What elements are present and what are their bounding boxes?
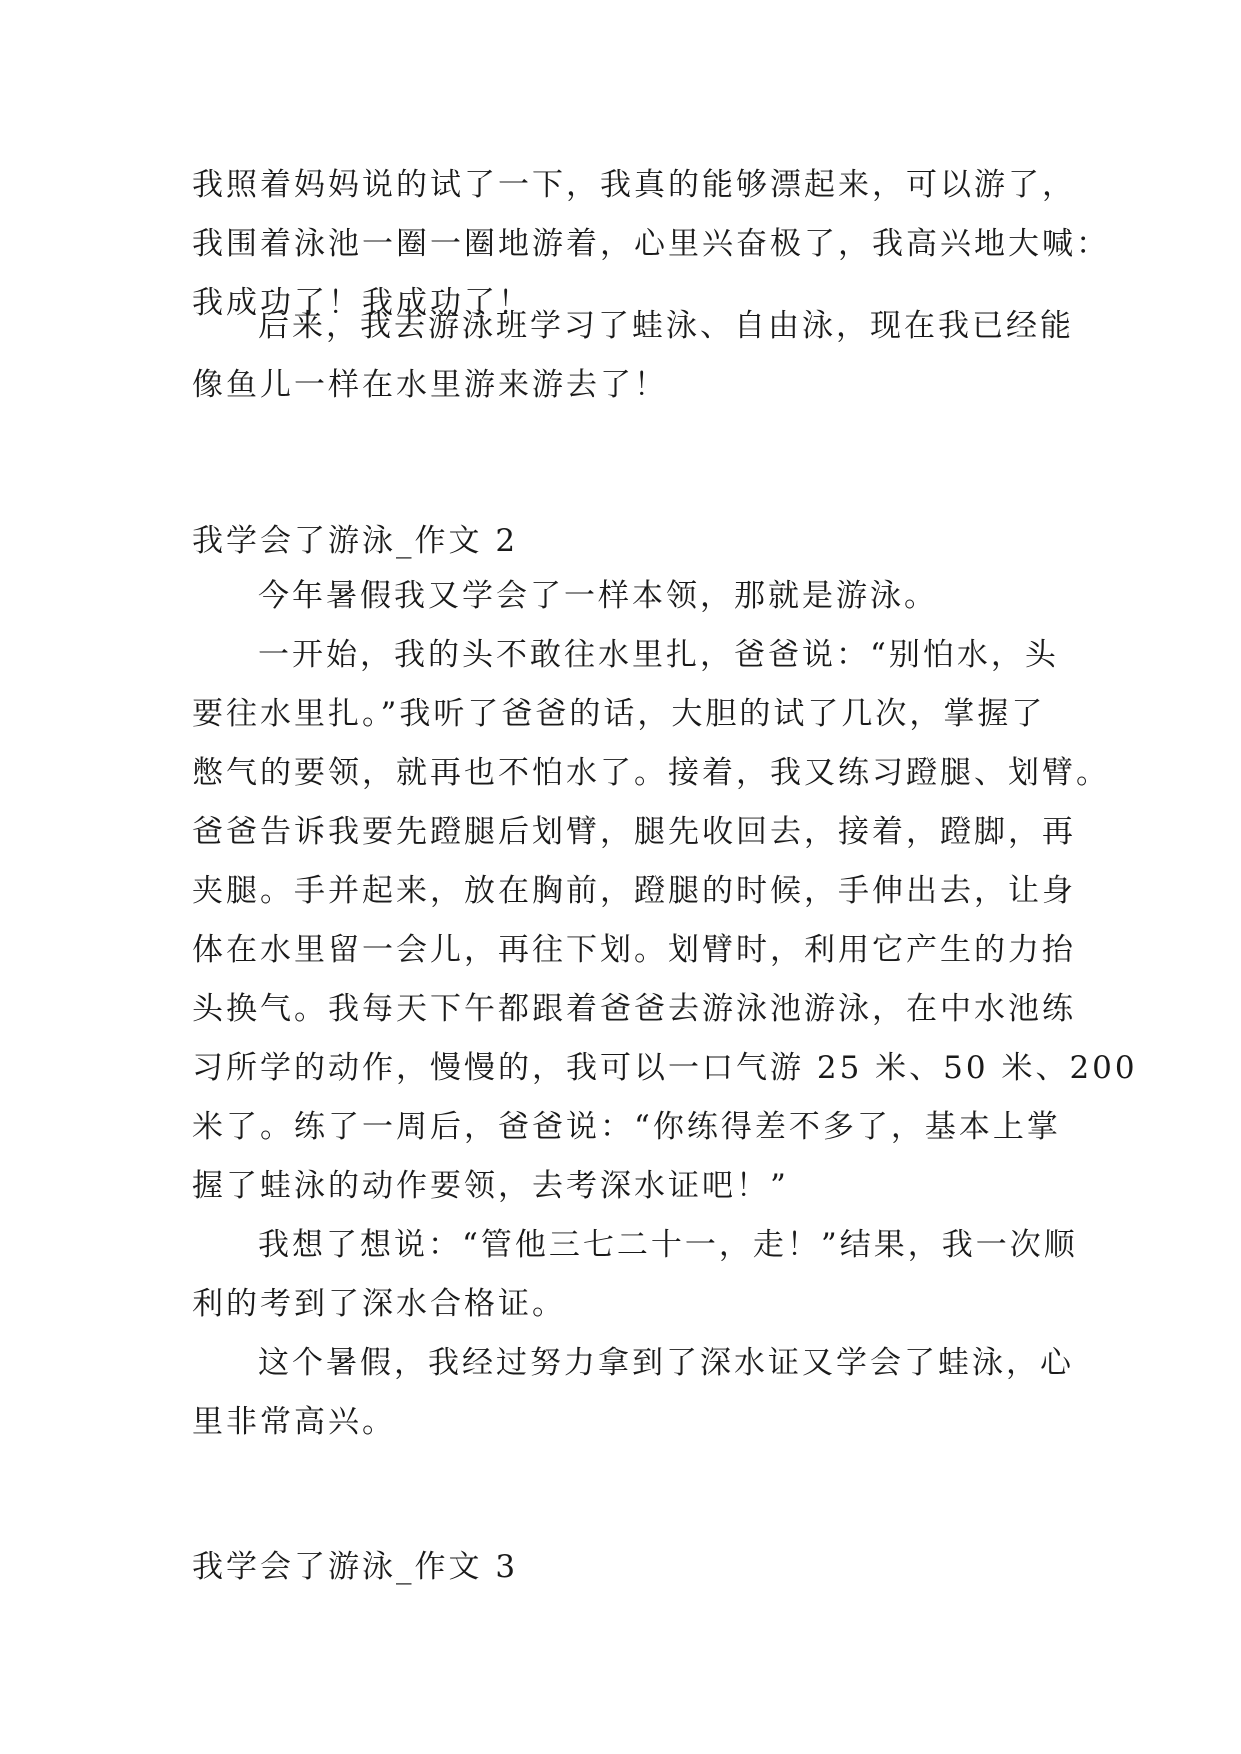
text-line: 夹腿。手并起来，放在胸前，蹬腿的时候，手伸出去，让身	[192, 873, 1076, 909]
text-line: 后来，我去游泳班学习了蛙泳、自由泳，现在我已经能	[258, 308, 1074, 344]
text-line: 憋气的要领，就再也不怕水了。接着，我又练习蹬腿、划臂。	[192, 755, 1110, 791]
text-line: 利的考到了深水合格证。	[192, 1286, 566, 1322]
text-line: 要往水里扎。”我听了爸爸的话，大胆的试了几次，掌握了	[192, 696, 1046, 732]
text-line: 里非常高兴。	[192, 1404, 396, 1440]
paragraph-4	[192, 626, 1138, 1216]
text-line: 体在水里留一会儿，再往下划。划臂时，利用它产生的力抬	[192, 932, 1076, 968]
text-line: 我围着泳池一圈一圈地游着，心里兴奋极了，我高兴地大喊：	[192, 226, 1110, 262]
section-heading-2: 我学会了游泳_作文 2	[192, 523, 519, 559]
text-line: 爸爸告诉我要先蹬腿后划臂，腿先收回去，接着，蹬脚，再	[192, 814, 1076, 850]
text-line: 我想了想说：“管他三七二十一，走！”结果，我一次顺	[258, 1227, 1078, 1263]
paragraph-6	[192, 1334, 1072, 1452]
text-line: 我成功了！我成功了！	[192, 285, 532, 321]
text-line: 一开始，我的头不敢往水里扎，爸爸说：“别怕水，头	[258, 637, 1059, 673]
text-line: 握了蛙泳的动作要领，去考深水证吧！”	[192, 1168, 789, 1204]
text-line: 习所学的动作，慢慢的，我可以一口气游 25 米、50 米、200	[192, 1050, 1138, 1086]
paragraph-5	[192, 1216, 1078, 1334]
text-line: 今年暑假我又学会了一样本领，那就是游泳。	[258, 578, 938, 614]
paragraph-2	[192, 297, 1072, 415]
text-line: 这个暑假，我经过努力拿到了深水证又学会了蛙泳，心	[258, 1345, 1074, 1381]
paragraph-3	[192, 567, 1072, 626]
text-line: 米了。练了一周后，爸爸说：“你练得差不多了，基本上掌	[192, 1109, 1061, 1145]
text-line: 头换气。我每天下午都跟着爸爸去游泳池游泳，在中水池练	[192, 991, 1076, 1027]
section-heading-3: 我学会了游泳_作文 3	[192, 1549, 519, 1585]
text-line: 像鱼儿一样在水里游来游去了！	[192, 367, 668, 403]
text-line: 我照着妈妈说的试了一下，我真的能够漂起来，可以游了，	[192, 167, 1076, 203]
